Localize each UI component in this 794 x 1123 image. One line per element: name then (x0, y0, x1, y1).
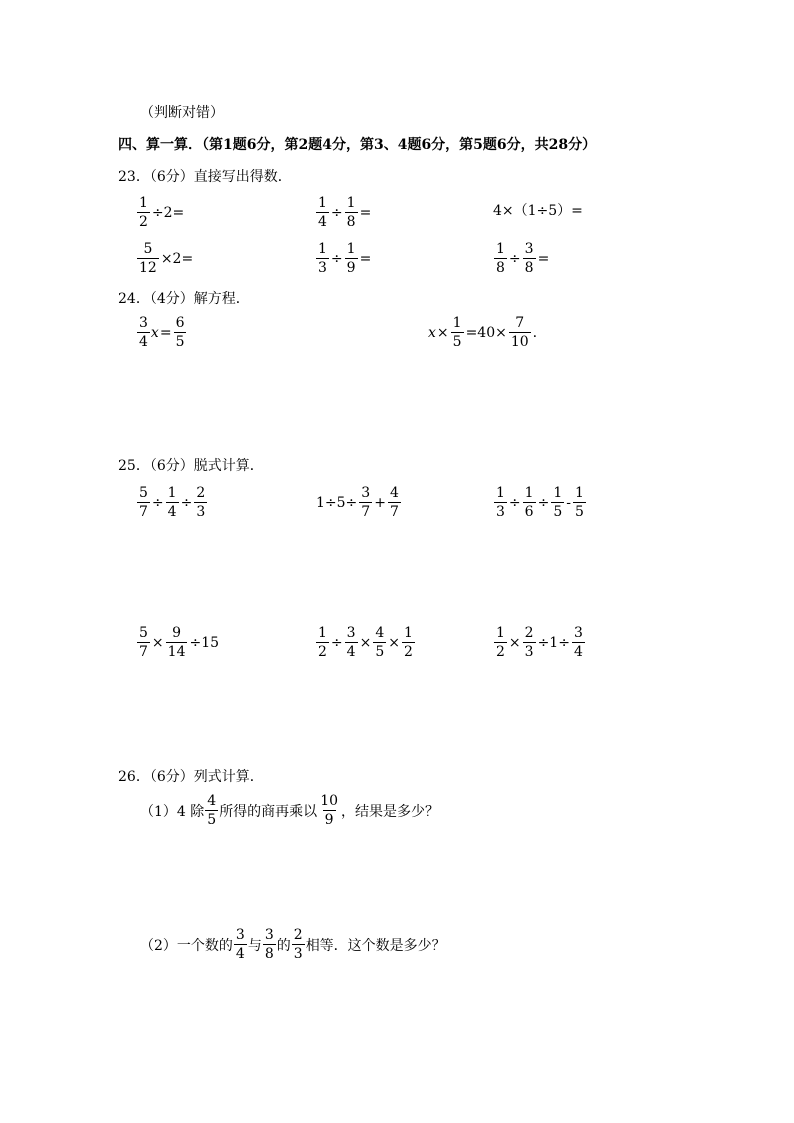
fraction: $\frac{9}{14}$ (167, 625, 186, 660)
fraction: $\frac{1}{8}$ (346, 195, 356, 230)
fraction: $\frac{3}{4}$ (573, 625, 583, 660)
fraction: $\frac{7}{10}$ (510, 315, 529, 350)
q23-heading: 23．（6分）直接写出得数． (118, 169, 292, 185)
q25-expr-3: $\frac{1}{3}$ ÷ $\frac{1}{6}$ ÷ $\frac{1}{5}$ - $\frac{1}{5}$ (496, 485, 584, 520)
fraction: $\frac{2}{3}$ (196, 485, 206, 520)
fraction: $\frac{2}{3}$ (524, 625, 534, 660)
fraction: $\frac{4}{5}$ (375, 625, 385, 660)
fraction: $\frac{5}{12}$ (139, 241, 157, 276)
fraction: $\frac{1}{2}$ (139, 195, 148, 230)
q24-equation-1: $\frac{3}{4}$ x = $\frac{6}{5}$ (139, 315, 185, 350)
q23-expr-2: $\frac{1}{4}$ ÷ $\frac{1}{8}$ = (318, 195, 372, 230)
q24-heading: 24．（4分）解方程． (118, 291, 250, 307)
q26-problem-2: （2）一个数的 $\frac{3}{4}$ 与 $\frac{3}{8}$ 的 $\frac{2}{3}$ 相等．这个数是多少？ (140, 927, 446, 962)
fraction: $\frac{10}{9}$ (320, 793, 339, 828)
q26-heading: 26．（6分）列式计算． (118, 769, 264, 785)
q25-expr-2: 1÷5÷ $\frac{3}{7}$ + $\frac{4}{7}$ (316, 485, 399, 520)
q24-equation-2: x × $\frac{1}{5}$ =40× $\frac{7}{10}$ . (428, 315, 538, 350)
prev-question-note: （判断对错） (140, 105, 224, 121)
fraction: $\frac{5}{7}$ (139, 485, 148, 520)
fraction: $\frac{3}{4}$ (346, 625, 356, 660)
section-title: 四、算一算．（第1题6分，第2题4分，第3、4题6分，第5题6分，共28分） (118, 137, 597, 153)
q23-expr-5: $\frac{1}{3}$ ÷ $\frac{1}{9}$ = (318, 241, 372, 276)
fraction: $\frac{3}{4}$ (235, 927, 245, 962)
fraction: $\frac{1}{2}$ (496, 625, 505, 660)
fraction: $\frac{4}{7}$ (389, 485, 399, 520)
fraction: $\frac{5}{7}$ (139, 625, 148, 660)
q25-expr-4: $\frac{5}{7}$ × $\frac{9}{14}$ ÷15 (139, 625, 220, 660)
q26-problem-1: （1）4 除 $\frac{4}{5}$ 所得的商再乘以 $\frac{10}{9}$ ，结果是多少？ (140, 793, 440, 828)
fraction: $\frac{1}{9}$ (346, 241, 356, 276)
fraction: $\frac{6}{5}$ (175, 315, 185, 350)
q23-expr-1: $\frac{1}{2}$ ÷2= (139, 195, 185, 230)
q23-expr-4: $\frac{5}{12}$ ×2= (139, 241, 194, 276)
fraction: $\frac{1}{8}$ (496, 241, 505, 276)
q25-expr-1: $\frac{5}{7}$ ÷ $\frac{1}{4}$ ÷ $\frac{2}{3}$ (139, 485, 206, 520)
fraction: $\frac{1}{6}$ (524, 485, 534, 520)
fraction: $\frac{3}{8}$ (524, 241, 534, 276)
q23-expr-6: $\frac{1}{8}$ ÷ $\frac{3}{8}$ = (496, 241, 550, 276)
fraction: $\frac{1}{2}$ (318, 625, 327, 660)
fraction: $\frac{4}{5}$ (207, 793, 217, 828)
fraction: $\frac{3}{8}$ (264, 927, 274, 962)
fraction: $\frac{3}{7}$ (361, 485, 371, 520)
q23-expr-3: 4×（1÷5）= (493, 203, 583, 219)
q25-expr-5: $\frac{1}{2}$ ÷ $\frac{3}{4}$ × $\frac{4}{5}$ × $\frac{1}{2}$ (318, 625, 413, 660)
q25-expr-6: $\frac{1}{2}$ × $\frac{2}{3}$ ÷1÷ $\frac{3}{4}$ (496, 625, 583, 660)
fraction: $\frac{2}{3}$ (293, 927, 303, 962)
q25-heading: 25．（6分）脱式计算． (118, 458, 264, 474)
fraction: $\frac{1}{2}$ (403, 625, 413, 660)
fraction: $\frac{1}{4}$ (318, 195, 327, 230)
fraction: $\frac{1}{3}$ (318, 241, 327, 276)
fraction: $\frac{1}{5}$ (452, 315, 462, 350)
fraction: $\frac{1}{4}$ (167, 485, 177, 520)
fraction: $\frac{1}{5}$ (553, 485, 563, 520)
fraction: $\frac{1}{5}$ (574, 485, 584, 520)
fraction: $\frac{1}{3}$ (496, 485, 505, 520)
fraction: $\frac{3}{4}$ (139, 315, 148, 350)
